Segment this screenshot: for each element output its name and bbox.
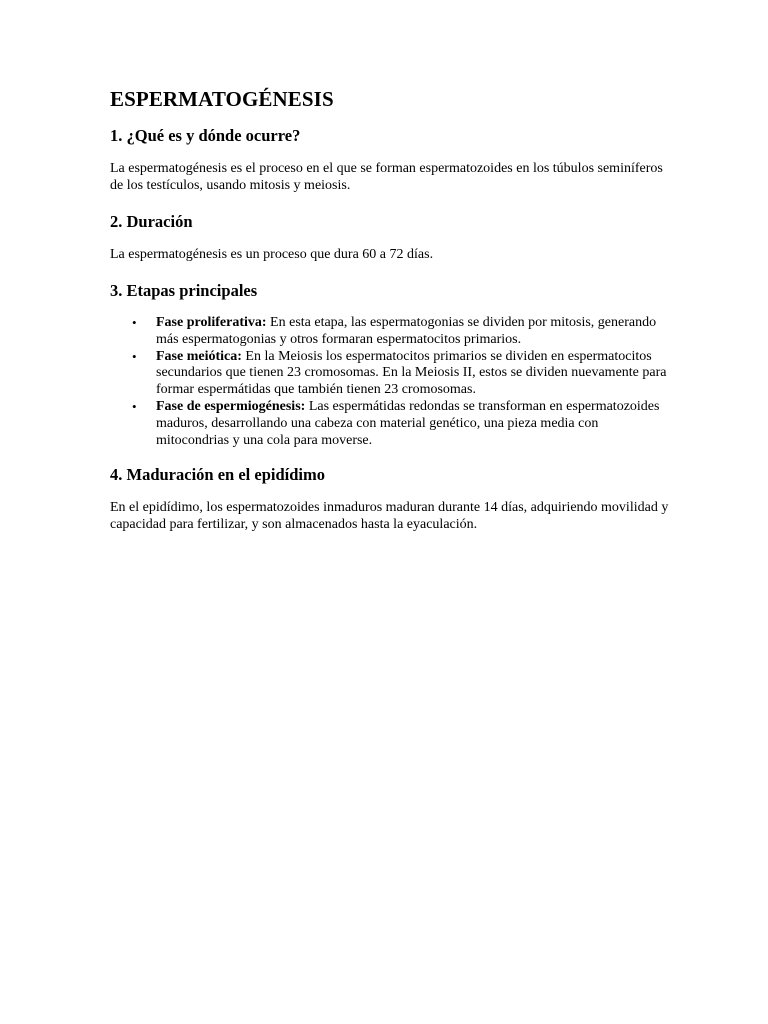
document-title: ESPERMATOGÉNESIS: [110, 87, 334, 111]
phase-term: Fase de espermiogénesis:: [156, 398, 306, 414]
section-heading-epididymis: 4. Maduración en el epidídimo: [110, 465, 325, 485]
section-text-duration: La espermatogénesis es un proceso que dura 60 a 72 días.: [110, 247, 434, 262]
list-item-proliferative-phase: [132, 315, 670, 349]
phase-term: Fase proliferativa:: [156, 315, 267, 330]
section-heading-stages: 3. Etapas principales: [110, 281, 258, 300]
phase-description: Las espermátidas redondas se transforman en espermatozoides maduros, desarrollando una cabeza con material genético, una pieza media con mitocondrias y una cola para moverse.: [156, 398, 660, 448]
section-text-epididymis: En el epidídimo, los espermatozoides inmaduros maduran durante 14 días, adquiriendo movilidad y capacidad para fertilizar, y son almacenados hasta la eyaculación.: [110, 500, 669, 533]
bullet-icon: •: [132, 348, 137, 364]
list-item-meiotic-phase: [132, 348, 670, 399]
stages-list: [110, 315, 670, 449]
section-heading-duration: 2. Duración: [110, 212, 193, 231]
list-item-spermiogenesis-phase: [132, 398, 670, 449]
phase-description: En la Meiosis los espermatocitos primarios se dividen en espermatocitos secundarios que tienen 23 cromosomas. En la Meiosis II, estos se dividen nuevamente para formar espermátidas que también tienen 23 cromosomas.: [156, 348, 667, 398]
document-page: [110, 86, 670, 551]
section-text-what-where: La espermatogénesis es el proceso en el que se forman espermatozoides en los túbulos seminíferos de los testículos, usando mitosis y meiosis.: [110, 161, 663, 193]
bullet-icon: •: [132, 398, 137, 414]
bullet-icon: •: [132, 315, 137, 330]
section-heading-what-where: 1. ¿Qué es y dónde ocurre?: [110, 126, 301, 145]
phase-description: En esta etapa, las espermatogonias se dividen por mitosis, generando más espermatogonias y otros formaran espermatocitos primarios.: [156, 315, 657, 347]
phase-term: Fase meiótica:: [156, 348, 242, 364]
